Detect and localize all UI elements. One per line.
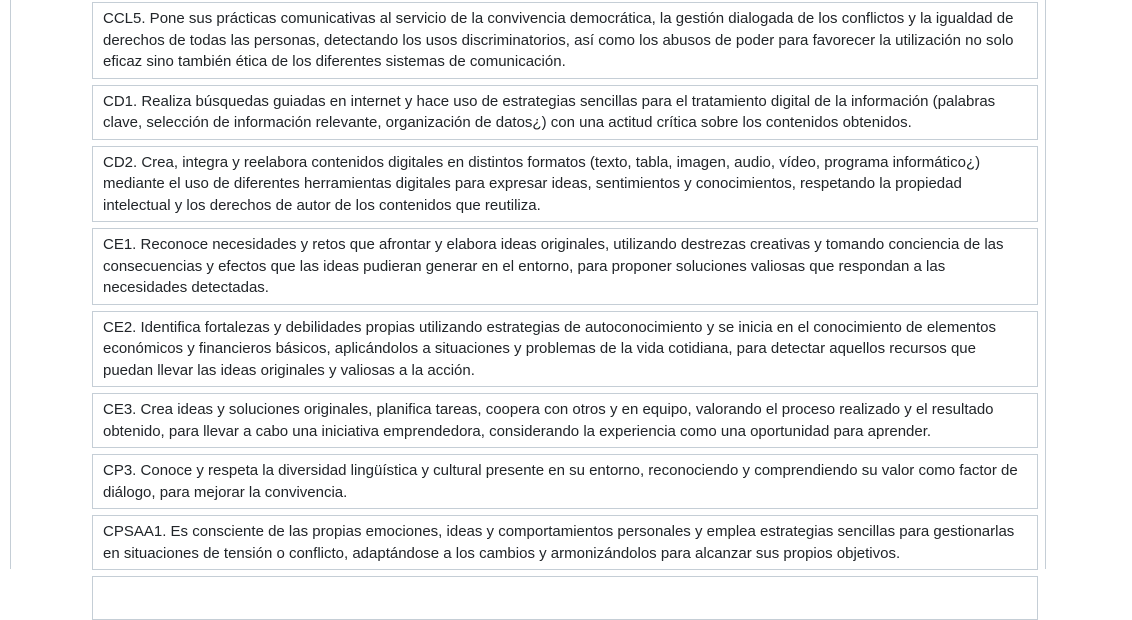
competency-row-cd1 (92, 85, 1038, 140)
competency-row-partial (92, 576, 1038, 620)
competency-text-ce2: CE2. Identifica fortalezas y debilidades propias utilizando estrategias de autoconocimiento y se inicia en el conocimiento de elementos económicos y financieros básicos, aplicándolos a situaciones y problemas de la vida cotidiana, para detectar aquellos recursos que puedan llevar las ideas originales y valiosas a la acción. (103, 318, 997, 379)
competency-text-cpsaa1: CPSAA1. Es consciente de las propias emociones, ideas y comportamientos personales y emplea estrategias sencillas para gestionarlas en situaciones de tensión o conflicto, adaptándose a los cambios y armonizándolos para alcanzar sus propios objetivos. (103, 523, 1015, 562)
competency-text-ce3: CE3. Crea ideas y soluciones originales, planifica tareas, coopera con otros y en equipo, valorando el proceso realizado y el resultado obtenido, para llevar a cabo una iniciativa emprendedora, considerando la experiencia como una oportunidad para aprender. (103, 401, 994, 440)
competency-row-ce1 (92, 228, 1038, 305)
competency-row-cp3 (92, 454, 1038, 509)
competency-row-ce2 (92, 311, 1038, 388)
competency-text-cp3: CP3. Conoce y respeta la diversidad lingüística y cultural presente en su entorno, reconociendo y comprendiendo su valor como factor de diálogo, para mejorar la convivencia. (103, 462, 1018, 501)
competency-text-ccl5: CCL5. Pone sus prácticas comunicativas al servicio de la convivencia democrática, la gestión dialogada de los conflictos y la igualdad de derechos de todas las personas, detectando los usos discriminatorios, así como los abusos de poder para favorecer la utilización no solo eficaz sino también ética de los diferentes sistemas de comunicación. (103, 10, 1014, 70)
competency-row-cd2 (92, 146, 1038, 223)
competency-text-cd1: CD1. Realiza búsquedas guiadas en internet y hace uso de estrategias sencillas para el tratamiento digital de la información (palabras clave, selección de información relevante, organización de datos¿) con una actitud crítica sobre los contenidos obtenidos. (103, 92, 996, 131)
competency-row-ccl5 (92, 2, 1038, 79)
competency-row-cpsaa1 (92, 515, 1038, 570)
competency-list (92, 2, 1038, 620)
competency-text-cd2: CD2. Crea, integra y reelabora contenidos digitales en distintos formatos (texto, tabla, imagen, audio, vídeo, programa informático¿) mediante el uso de diferentes herramientas digitales para expresar ideas, sentimientos y conocimientos, respetando la propiedad intelectual y los derechos de autor de los contenidos que reutiliza. (103, 153, 981, 214)
competency-text-ce1: CE1. Reconoce necesidades y retos que afrontar y elabora ideas originales, utilizando destrezas creativas y tomando conciencia de las consecuencias y efectos que las ideas pudieran generar en el entorno, para proponer soluciones valiosas que respondan a las necesidades detectadas. (103, 236, 1004, 296)
table-right-rule (1045, 0, 1046, 569)
table-left-rule (10, 0, 11, 569)
competency-row-ce3 (92, 393, 1038, 448)
